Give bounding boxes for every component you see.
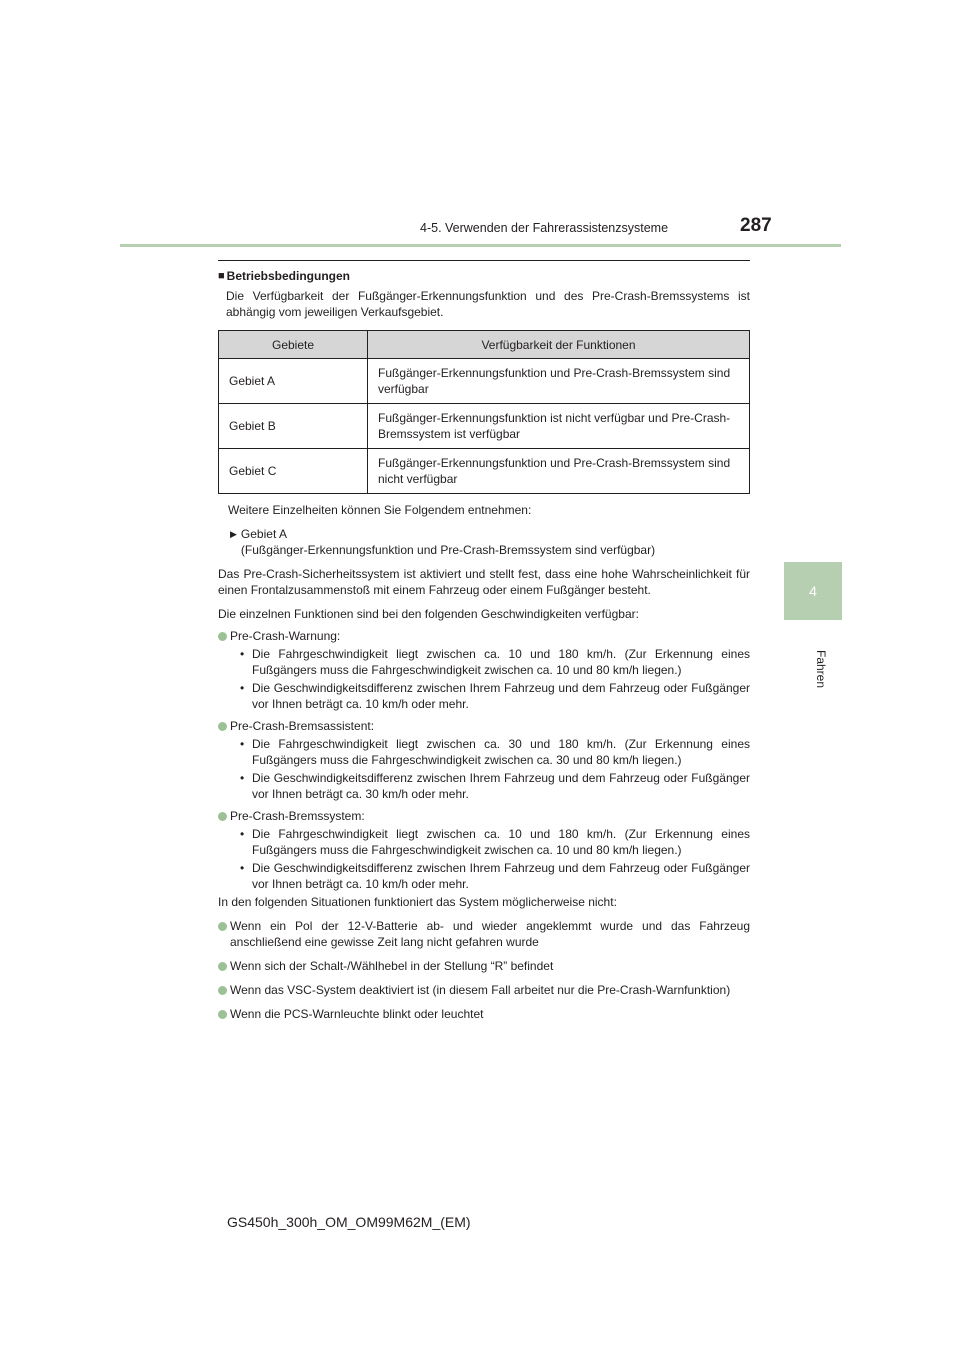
situations-intro: In den folgenden Situationen funktioniert das System möglicherweise nicht:	[218, 895, 617, 909]
sub-item-text: Die Fahrgeschwindigkeit liegt zwischen ca. 30 und 180 km/h. (Zur Erkennung eines Fußgängers muss die Fahrgeschwindigkeit zwischen ca. 30 und 80 km/h liegen.)	[252, 737, 750, 767]
situation-item	[218, 982, 750, 998]
sub-item	[240, 826, 750, 858]
function-item	[218, 718, 750, 734]
bullet-dot-icon	[218, 812, 227, 821]
table-cell: Gebiet C	[219, 449, 368, 494]
sub-item	[240, 680, 750, 712]
function-item	[218, 808, 750, 824]
bullet-dot-icon	[218, 722, 227, 731]
function-item	[218, 628, 750, 644]
page-number: 287	[740, 215, 772, 236]
running-header: 4-5. Verwenden der Fahrerassistenzsysteme	[420, 221, 669, 235]
sub-item-text: Die Fahrgeschwindigkeit liegt zwischen ca. 10 und 180 km/h. (Zur Erkennung eines Fußgängers muss die Fahrgeschwindigkeit zwischen ca. 10 und 80 km/h liegen.)	[252, 827, 750, 857]
table-cell: Fußgänger-Erkennungsfunktion und Pre-Crash-Bremssystem sind verfügbar	[368, 359, 750, 404]
table-row	[219, 449, 750, 494]
function-name: Pre-Crash-Warnung:	[230, 629, 341, 643]
document-code: GS450h_300h_OM_OM99M62M_(EM)	[227, 1214, 471, 1230]
function-name: Pre-Crash-Bremsassistent:	[230, 719, 375, 733]
situation-text: Wenn ein Pol der 12-V-Batterie ab- und wieder angeklemmt wurde und das Fahrzeug anschließend eine gewisse Zeit lang nicht gefahren wurde	[230, 919, 750, 949]
bullet-dot-icon	[218, 922, 227, 931]
area-reference-title: Gebiet A	[240, 527, 287, 541]
square-bullet-icon: ■	[218, 270, 225, 282]
table-header-cell: Gebiete	[219, 331, 368, 359]
table-cell: Fußgänger-Erkennungsfunktion und Pre-Crash-Bremssystem sind nicht verfügbar	[368, 449, 750, 494]
function-name: Pre-Crash-Bremssystem:	[230, 809, 365, 823]
situation-text: Wenn sich der Schalt-/Wählhebel in der Stellung “R” befindet	[230, 959, 554, 973]
small-bullet-icon: •	[240, 681, 245, 695]
table-header-cell: Verfügbarkeit der Funktionen	[368, 331, 750, 359]
chapter-tab[interactable]	[784, 562, 842, 620]
paragraph: Das Pre-Crash-Sicherheitssystem ist aktiviert und stellt fest, dass eine hohe Wahrscheinlichkeit für einen Frontalzusammenstoß mit einem Fahrzeug oder einem Fußgänger besteht.	[218, 567, 750, 597]
small-bullet-icon: •	[240, 737, 245, 751]
small-bullet-icon: •	[240, 771, 245, 785]
section-intro: Die Verfügbarkeit der Fußgänger-Erkennungsfunktion und des Pre-Crash-Bremssystems ist abhängig vom jeweiligen Verkaufsgebiet.	[226, 289, 750, 319]
sub-item	[240, 736, 750, 768]
bullet-dot-icon	[218, 962, 227, 971]
section-heading-text: Betriebsbedingungen	[226, 269, 350, 283]
page-content	[218, 268, 750, 1022]
table-header-row	[219, 331, 750, 359]
situation-item	[218, 1006, 750, 1022]
sub-item-text: Die Geschwindigkeitsdifferenz zwischen Ihrem Fahrzeug und dem Fahrzeug oder Fußgänger vor Ihnen beträgt ca. 30 km/h oder mehr.	[252, 771, 750, 801]
situation-text: Wenn die PCS-Warnleuchte blinkt oder leuchtet	[230, 1007, 484, 1021]
bullet-dot-icon	[218, 986, 227, 995]
paragraph: Die einzelnen Funktionen sind bei den folgenden Geschwindigkeiten verfügbar:	[218, 607, 639, 621]
availability-table	[218, 330, 750, 494]
sub-item	[240, 770, 750, 802]
chapter-number: 4	[809, 583, 817, 599]
situation-item	[218, 918, 750, 950]
situation-item	[218, 958, 750, 974]
sub-item-text: Die Fahrgeschwindigkeit liegt zwischen ca. 10 und 180 km/h. (Zur Erkennung eines Fußgängers muss die Fahrgeschwindigkeit zwischen ca. 10 und 80 km/h liegen.)	[252, 647, 750, 677]
reference-intro: Weitere Einzelheiten können Sie Folgendem entnehmen:	[228, 503, 532, 517]
bullet-dot-icon	[218, 1010, 227, 1019]
sub-item-text: Die Geschwindigkeitsdifferenz zwischen Ihrem Fahrzeug und dem Fahrzeug oder Fußgänger vor Ihnen beträgt ca. 10 km/h oder mehr.	[252, 861, 750, 891]
header-divider	[120, 244, 841, 247]
table-cell: Fußgänger-Erkennungsfunktion ist nicht verfügbar und Pre-Crash-Bremssystem ist verfügbar	[368, 404, 750, 449]
sub-item	[240, 860, 750, 892]
small-bullet-icon: •	[240, 647, 245, 661]
bullet-dot-icon	[218, 632, 227, 641]
table-cell: Gebiet A	[219, 359, 368, 404]
small-bullet-icon: •	[240, 861, 245, 875]
area-reference	[230, 526, 750, 558]
chapter-label: Fahren	[814, 650, 828, 689]
situation-text: Wenn das VSC-System deaktiviert ist (in diesem Fall arbeitet nur die Pre-Crash-Warnfunktion)	[230, 983, 731, 997]
section-divider	[218, 260, 750, 261]
table-cell: Gebiet B	[219, 404, 368, 449]
sub-item-text: Die Geschwindigkeitsdifferenz zwischen Ihrem Fahrzeug und dem Fahrzeug oder Fußgänger vor Ihnen beträgt ca. 10 km/h oder mehr.	[252, 681, 750, 711]
area-reference-subtitle: (Fußgänger-Erkennungsfunktion und Pre-Crash-Bremssystem sind verfügbar)	[240, 543, 656, 557]
arrow-right-icon: ▶	[230, 529, 237, 539]
sub-item	[240, 646, 750, 678]
table-row	[219, 404, 750, 449]
small-bullet-icon: •	[240, 827, 245, 841]
table-row	[219, 359, 750, 404]
section-heading	[218, 268, 750, 284]
